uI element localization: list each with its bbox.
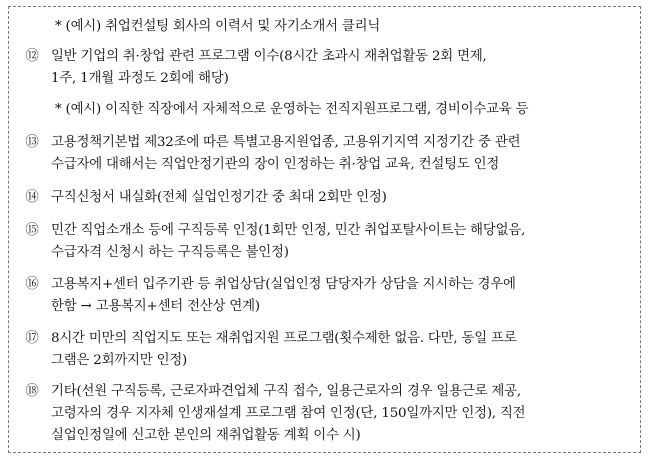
item-text-line: 기타(선원 구직등록, 근로자파견업체 구직 접수, 일용근로자의 경우 일용근로 제공,	[51, 384, 521, 399]
item-text-line: 고용복지+센터 입주기관 등 취업상담(실업인정 담당자가 상담을 지시하는 경우에	[51, 277, 516, 292]
item-text-line: 고용정책기본법 제32조에 따른 특별고용지원업종, 고용위기지역 지정기간 중 관련	[51, 135, 521, 150]
item-number: ⑫	[25, 49, 39, 64]
item-text-line: 1주, 1개월 과정도 2회에 해당)	[51, 71, 229, 86]
item-text-line: 수급자격 신청시 하는 구직등록은 불인정)	[51, 245, 289, 260]
item-number: ⑬	[25, 135, 39, 150]
item-text-line: 민간 직업소개소 등에 구직등록 인정(1회만 인정, 민간 취업포탈사이트는 해당없음,	[51, 223, 526, 238]
item-number: ⑯	[25, 277, 39, 292]
item-number: ⑱	[25, 384, 39, 399]
example-note-outplacement: * (예시) 이직한 직장에서 자체적으로 운영하는 전직지원프로그램, 경비이수교육 등	[55, 102, 529, 117]
item-text-line: 실업인정일에 신고한 본인의 재취업활동 계획 이수 시)	[51, 428, 361, 443]
content-box	[8, 6, 641, 453]
item-text-line: 수급자에 대해서는 직업안정기관의 장이 인정하는 취·창업 교육, 컨설팅도 인정	[51, 157, 500, 172]
item-text-line: 일반 기업의 취·창업 관련 프로그램 이수(8시간 초과시 재취업활동 2회 면제,	[51, 49, 487, 64]
item-text-line: 고령자의 경우 지자체 인생재설계 프로그램 참여 인정(단, 150일까지만 인정), 직전	[51, 406, 526, 421]
item-text-line: 8시간 미만의 직업지도 또는 재취업지원 프로그램(횟수제한 없음. 다만, 동일 프로	[51, 331, 517, 346]
item-number: ⑭	[25, 190, 39, 205]
example-note-consulting: * (예시) 취업컨설팅 회사의 이력서 및 자기소개서 클리닉	[55, 19, 381, 34]
item-text-line: 한함 → 고용복지+센터 전산상 연계)	[51, 299, 260, 314]
item-text-line: 그램은 2회까지만 인정)	[51, 353, 188, 368]
item-number: ⑮	[25, 223, 39, 238]
item-number: ⑰	[25, 331, 39, 346]
item-text-line: 구직신청서 내실화(전체 실업인정기간 중 최대 2회만 인정)	[51, 190, 387, 205]
